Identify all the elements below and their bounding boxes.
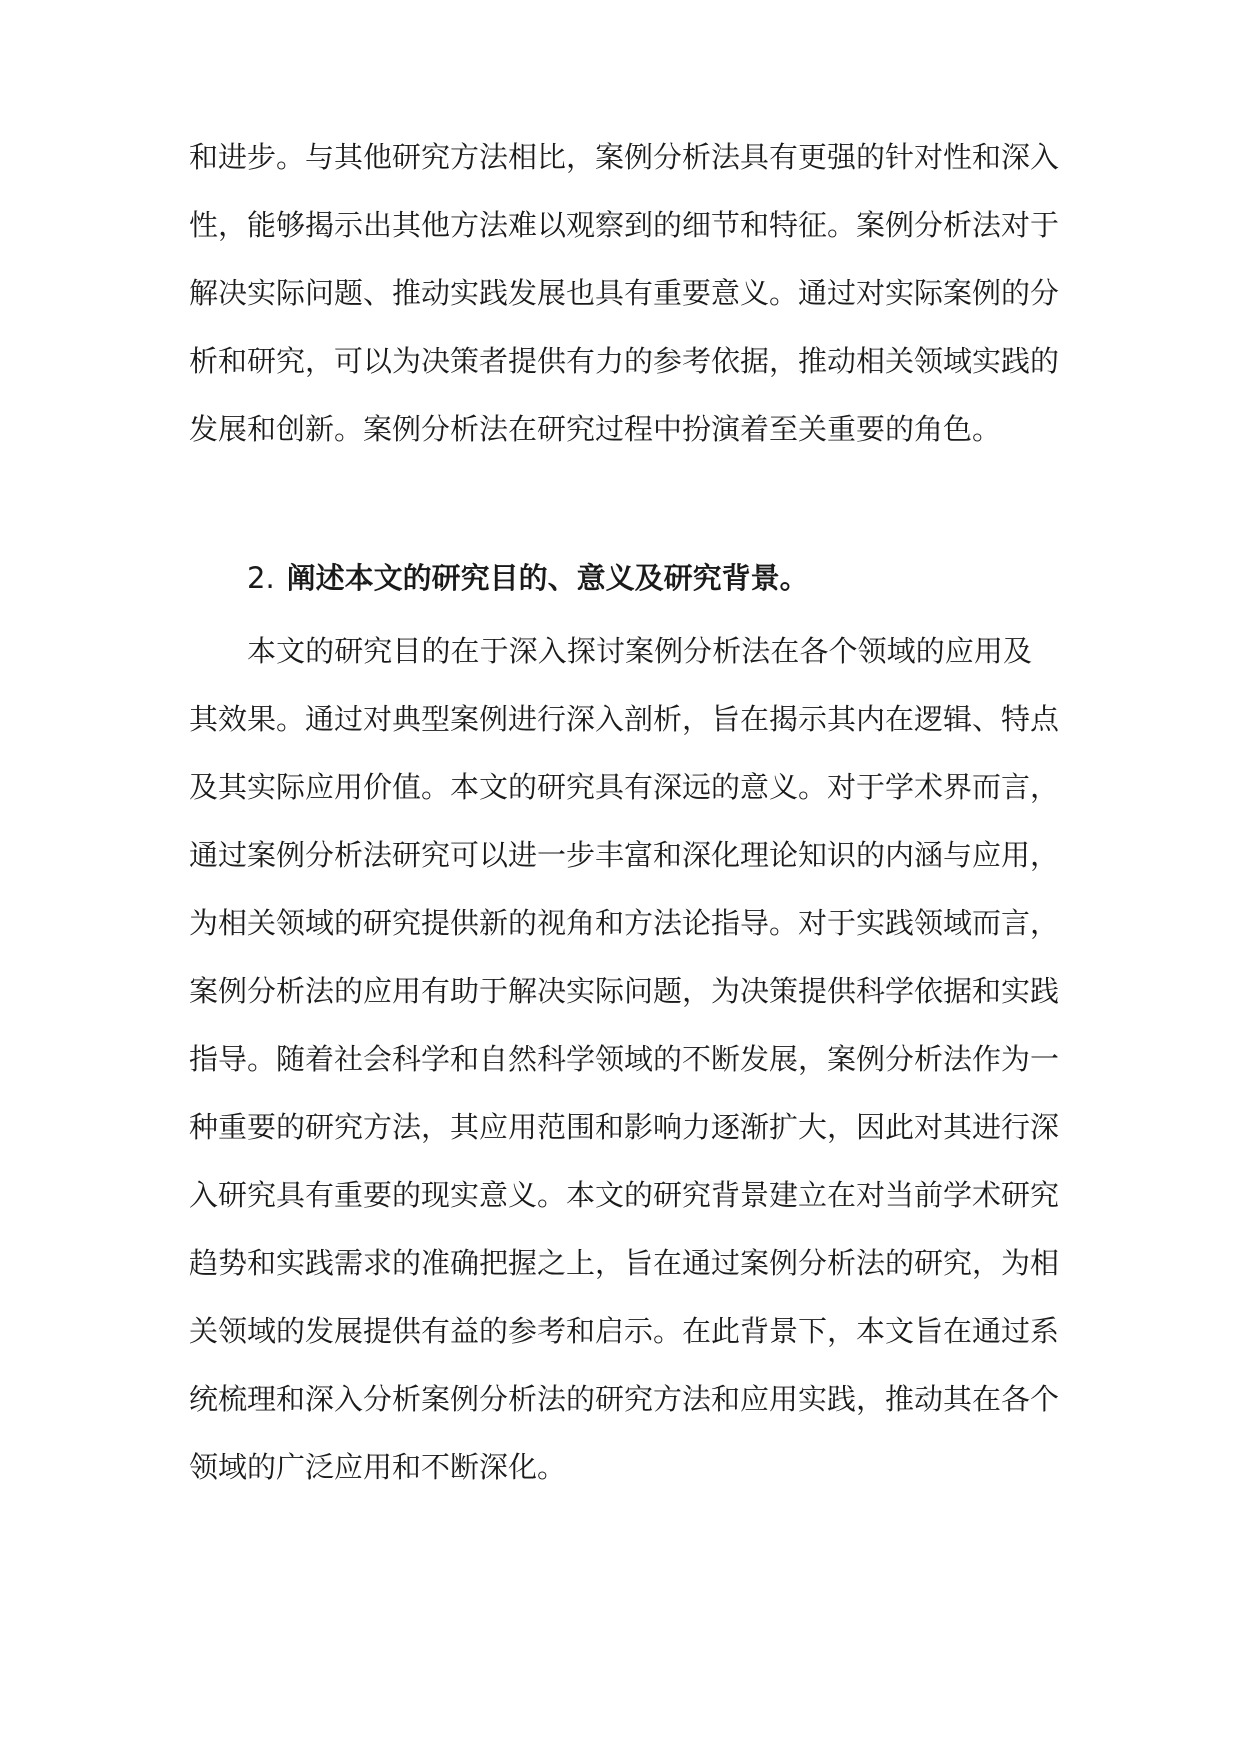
- paragraph-line: 解决实际问题、推动实践发展也具有重要意义。通过对实际案例的分: [189, 276, 1060, 310]
- paragraph-line: 统梳理和深入分析案例分析法的研究方法和应用实践，推动其在各个: [189, 1382, 1060, 1416]
- paragraph-line: 入研究具有重要的现实意义。本文的研究背景建立在对当前学术研究: [189, 1178, 1060, 1212]
- paragraph-line: 其效果。通过对典型案例进行深入剖析，旨在揭示其内在逻辑、特点: [189, 702, 1060, 736]
- section-title: 阐述本文的研究目的、意义及研究背景。: [286, 561, 809, 595]
- paragraph-line: 本文的研究目的在于深入探讨案例分析法在各个领域的应用及: [247, 634, 1032, 668]
- paragraph-line: 案例分析法的应用有助于解决实际问题，为决策提供科学依据和实践: [189, 974, 1060, 1008]
- paragraph-line: 通过案例分析法研究可以进一步丰富和深化理论知识的内涵与应用，: [189, 838, 1060, 872]
- paragraph-line: 种重要的研究方法，其应用范围和影响力逐渐扩大，因此对其进行深: [189, 1110, 1060, 1144]
- section-heading: [247, 558, 809, 598]
- paragraph-line: 关领域的发展提供有益的参考和启示。在此背景下，本文旨在通过系: [189, 1314, 1060, 1348]
- section-number: 2.: [247, 561, 275, 595]
- paragraph-line: 趋势和实践需求的准确把握之上，旨在通过案例分析法的研究，为相: [189, 1246, 1060, 1280]
- paragraph-line: 析和研究，可以为决策者提供有力的参考依据，推动相关领域实践的: [189, 344, 1060, 378]
- paragraph-line: 领域的广泛应用和不断深化。: [189, 1450, 567, 1484]
- paragraph-line: 性，能够揭示出其他方法难以观察到的细节和特征。案例分析法对于: [189, 208, 1060, 242]
- paragraph-line: 及其实际应用价值。本文的研究具有深远的意义。对于学术界而言，: [189, 770, 1060, 804]
- paragraph-line: 和进步。与其他研究方法相比，案例分析法具有更强的针对性和深入: [189, 140, 1060, 174]
- paragraph-line: 指导。随着社会科学和自然科学领域的不断发展，案例分析法作为一: [189, 1042, 1060, 1076]
- paragraph-line: 为相关领域的研究提供新的视角和方法论指导。对于实践领域而言，: [189, 906, 1060, 940]
- paragraph-line: 发展和创新。案例分析法在研究过程中扮演着至关重要的角色。: [189, 412, 1002, 446]
